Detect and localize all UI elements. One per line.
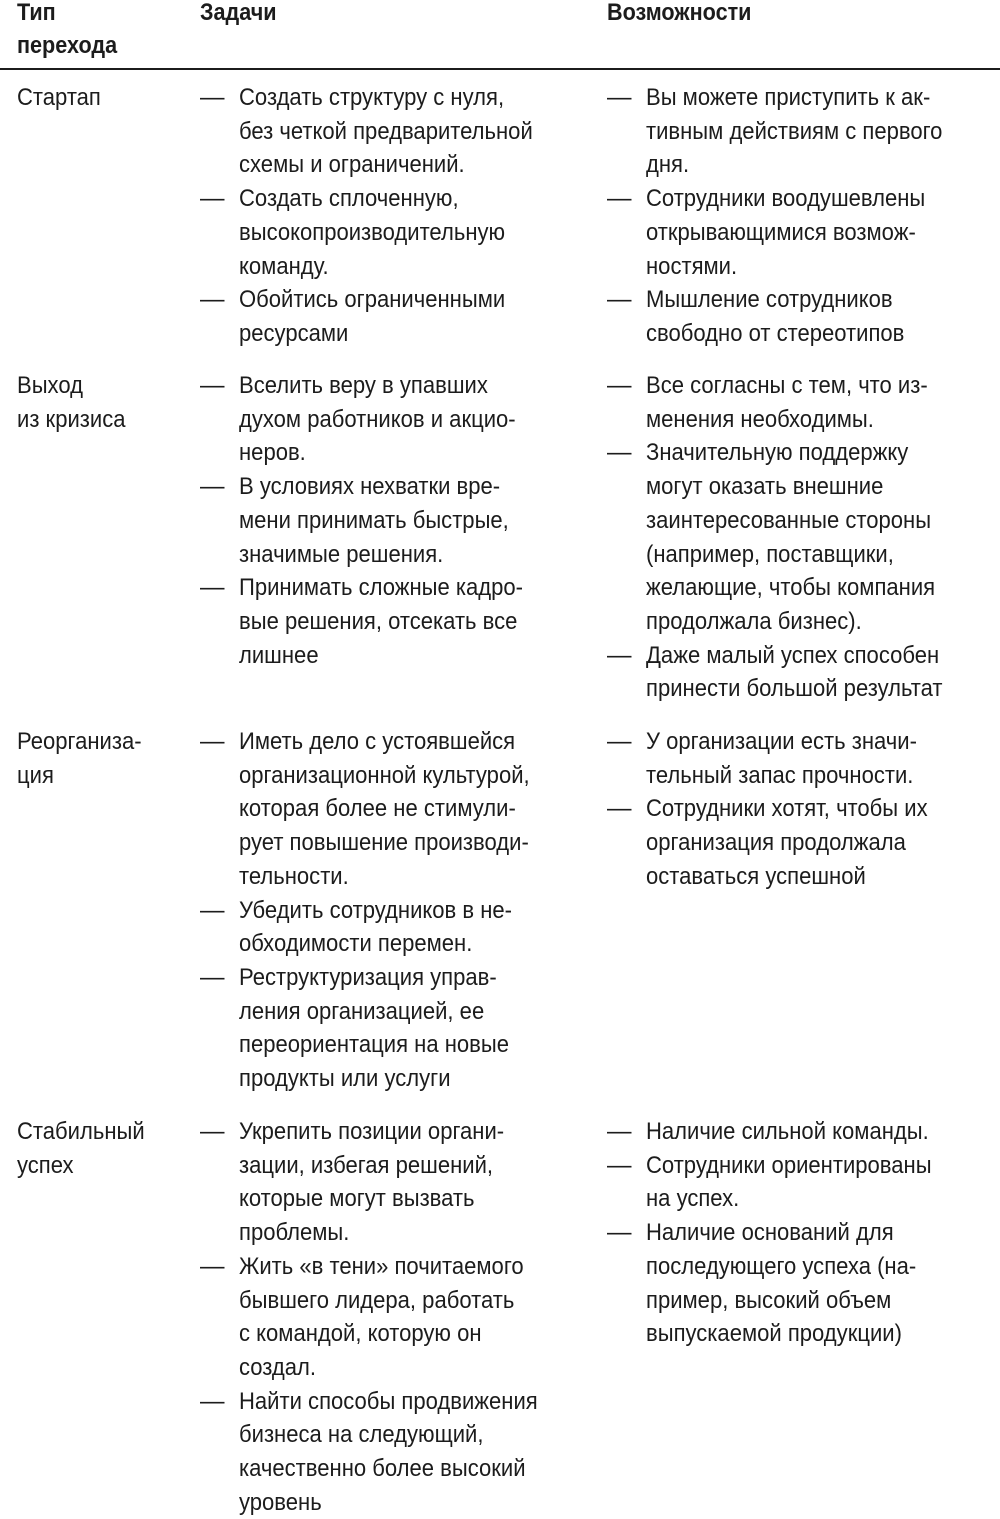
row-type-label: Стартап [17,84,101,111]
dash-bullet: — [607,372,632,399]
row-type-label: Выход из кризиса [17,372,126,433]
list-item: — Даже малый успех способен принести большой результат [607,639,997,706]
dash-bullet: — [200,728,225,755]
dash-bullet: — [200,1118,225,1145]
dash-bullet: — [607,286,632,314]
list-item: — Обойтись ограниченными ресурсами [200,283,590,350]
list-item: — Вы можете приступить к ак- тивным действиям с первого дня. [607,81,997,182]
dash-bullet: — [607,728,632,755]
dash-bullet: — [607,795,632,823]
dash-bullet: — [607,1219,632,1247]
dash-bullet: — [200,1252,225,1280]
dash-bullet: — [200,185,225,213]
tasks-list [200,725,590,1096]
list-item: — Создать структуру с нуля, без четкой предварительной схемы и ограничений. [200,81,590,182]
list-item: — Принимать сложные кадро- вые решения, отсекать все лишнее [200,571,590,672]
list-item: — Убедить сотрудников в не- обходимости перемен. [200,894,590,961]
list-item: — Создать сплоченную, высокопроизводительную команду. [200,182,590,283]
dash-bullet: — [200,1387,225,1415]
row-type-label: Реорганиза- ция [17,728,142,789]
dash-bullet: — [200,372,225,399]
dash-bullet: — [200,84,225,111]
table-header [0,0,1000,70]
list-item: — Сотрудники воодушевлены открывающимися возмож- ностями. [607,182,997,283]
dash-bullet: — [607,439,632,467]
dash-bullet: — [200,574,225,602]
dash-bullet: — [200,473,225,501]
list-item: — Жить «в тени» почитаемого бывшего лидера, работать с командой, которую он создал. [200,1250,590,1385]
list-item: — Мышление сотрудников свободно от стереотипов [607,283,997,350]
opportunities-list [607,725,997,894]
opportunities-list [607,81,997,351]
list-item: — Наличие сильной команды. [607,1115,997,1149]
header-tasks: Задачи [200,0,277,26]
list-item: — Укрепить позиции органи- зации, избегая решений, которые могут вызвать проблемы. [200,1115,590,1250]
dash-bullet: — [607,641,632,669]
dash-bullet: — [200,963,225,991]
header-opportunities: Возможности [607,0,752,26]
list-item: — Сотрудники ориентированы на успех. [607,1149,997,1216]
list-item: — Наличие оснований для последующего успеха (на- пример, высокий объем выпускаемой продукции) [607,1216,997,1351]
dash-bullet: — [607,1118,632,1145]
row-type-label: Стабильный успех [17,1118,145,1179]
dash-bullet: — [200,896,225,924]
dash-bullet: — [200,286,225,314]
list-item: — Значительную поддержку могут оказать внешние заинтересованные стороны (например, поставщики, желающие, чтобы компания продолжала бизнес). [607,436,997,638]
dash-bullet: — [607,84,632,111]
list-item: — У организации есть значи- тельный запас прочности. [607,725,997,792]
tasks-list [200,1115,590,1519]
dash-bullet: — [607,1151,632,1179]
list-item: — Найти способы продвижения бизнеса на следующий, качественно более высокий уровень [200,1385,590,1519]
list-item: — В условиях нехватки вре- мени принимать быстрые, значимые решения. [200,470,590,571]
list-item: — Все согласны с тем, что из- менения необходимы. [607,369,997,436]
opportunities-list [607,369,997,706]
header-transition-type: Тип перехода [17,0,118,59]
list-item: — Реструктуризация управ- ления организацией, ее переориентация на новые продукты или услуги [200,961,590,1096]
opportunities-list [607,1115,997,1351]
tasks-list [200,81,590,351]
dash-bullet: — [607,185,632,213]
list-item: — Вселить веру в упавших духом работников и акцио- неров. [200,369,590,470]
tasks-list [200,369,590,672]
list-item: — Иметь дело с устоявшейся организационной культурой, которая более не стимули- рует повышение производи- тельности. [200,725,590,894]
list-item: — Сотрудники хотят, чтобы их организация продолжала оставаться успешной [607,792,997,893]
